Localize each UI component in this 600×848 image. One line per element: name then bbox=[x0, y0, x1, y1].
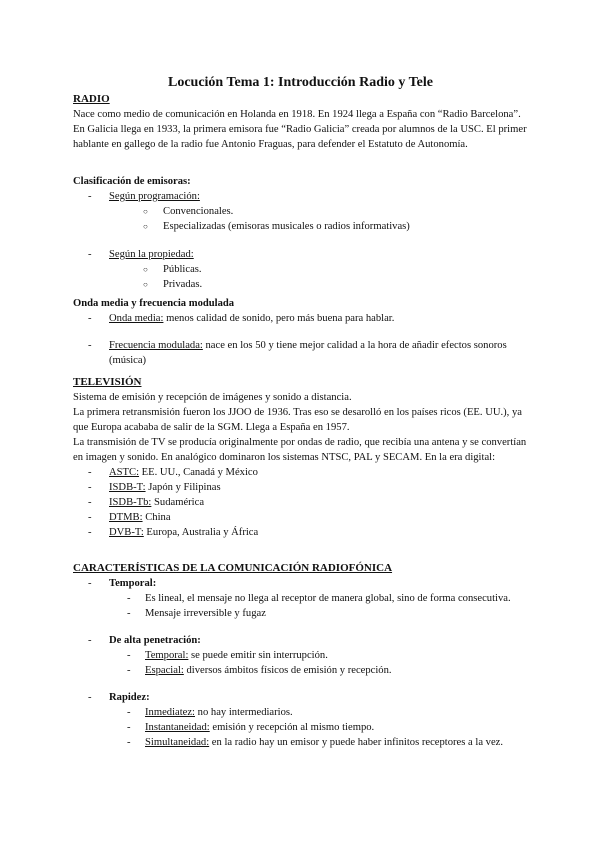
dash-marker: - bbox=[88, 340, 92, 351]
dash-marker: - bbox=[127, 722, 131, 733]
onda-media-item bbox=[73, 311, 528, 326]
list-item bbox=[73, 663, 528, 678]
dash-marker: - bbox=[88, 467, 92, 478]
tv-system-item bbox=[73, 495, 528, 510]
list-item-text: emisión y recepción al mismo tiempo. bbox=[209, 722, 375, 733]
list-item bbox=[73, 720, 528, 735]
tv-system-label: DTMB: bbox=[109, 512, 143, 523]
dash-marker: - bbox=[88, 482, 92, 493]
dash-marker: - bbox=[88, 692, 92, 703]
list-item-text: en la radio hay un emisor y puede haber infinitos receptores a la vez. bbox=[209, 737, 504, 748]
radio-section bbox=[73, 92, 528, 152]
document-title: Locución Tema 1: Introducción Radio y Tele bbox=[167, 75, 433, 90]
list-item bbox=[73, 705, 528, 720]
list-item-text: Privadas. bbox=[163, 279, 203, 290]
list-item-text: Públicas. bbox=[163, 264, 202, 275]
propiedad-label: Según la propiedad: bbox=[109, 249, 194, 260]
list-item-text: diversos ámbitos físicos de emisión y recepción. bbox=[183, 665, 392, 676]
programacion-label: Según programación: bbox=[109, 191, 200, 202]
fm-item bbox=[73, 338, 528, 368]
programacion-item bbox=[73, 189, 528, 204]
television-section bbox=[73, 375, 528, 540]
list-item-text: Mensaje irreversible y fugaz bbox=[145, 608, 266, 619]
list-item-text: se puede emitir sin interrupción. bbox=[188, 650, 328, 661]
caracteristicas-section bbox=[73, 561, 528, 750]
list-item bbox=[73, 219, 528, 234]
onda-media-text: menos calidad de sonido, pero más buena para hablar. bbox=[163, 313, 395, 324]
radio-heading: RADIO bbox=[73, 93, 110, 105]
dash-marker: - bbox=[127, 608, 131, 619]
tv-system-text: Japón y Filipinas bbox=[145, 482, 221, 493]
list-item-label: Inmediatez: bbox=[145, 707, 195, 718]
tv-system-label: DVB-T: bbox=[109, 527, 144, 538]
list-item bbox=[73, 648, 528, 663]
tv-system-item bbox=[73, 480, 528, 495]
dash-marker: - bbox=[88, 249, 92, 260]
onda-heading: Onda media y frecuencia modulada bbox=[73, 298, 235, 309]
list-item-label: Espacial: bbox=[145, 665, 184, 676]
radio-intro: Nace como medio de comunicación en Holanda en 1918. En 1924 llega a España con “Radio Barcelona”. En Galicia llega en 1933, la primera emisora fue “Radio Galicia” creada por alumnos de la USC. El primer hablante en gallego de la radio fue Antonio Fraguas, para defender el Estatuto de Autonomía. bbox=[73, 109, 527, 150]
propiedad-item bbox=[73, 247, 528, 262]
television-p2: La primera retransmisión fueron los JJOO de 1936. Tras eso se desarolló en los países ricos (EE. UU.), ya que Europa acababa de salir de la SGM. Llega a España en 1957. bbox=[73, 407, 522, 433]
tv-system-label: ISDB-T: bbox=[109, 482, 146, 493]
television-heading: TELEVISIÓN bbox=[73, 376, 142, 388]
list-item bbox=[73, 591, 528, 606]
rapidez-item bbox=[73, 690, 528, 705]
onda-section bbox=[73, 296, 528, 368]
list-item-label: Instantaneidad: bbox=[145, 722, 210, 733]
list-item bbox=[73, 277, 528, 292]
dash-marker: - bbox=[88, 578, 92, 589]
list-item-text: Convencionales. bbox=[163, 206, 234, 217]
dash-marker: - bbox=[127, 650, 131, 661]
list-item-text: Es lineal, el mensaje no llega al receptor de manera global, sino de forma consecutiva. bbox=[145, 593, 511, 604]
penetracion-item bbox=[73, 633, 528, 648]
penetracion-label: De alta penetración: bbox=[109, 635, 201, 646]
fm-label: Frecuencia modulada: bbox=[109, 340, 203, 351]
circle-bullet-icon: ○ bbox=[143, 280, 148, 289]
tv-system-text: China bbox=[142, 512, 171, 523]
list-item bbox=[73, 204, 528, 219]
dash-marker: - bbox=[88, 497, 92, 508]
tv-system-item bbox=[73, 465, 528, 480]
dash-marker: - bbox=[127, 737, 131, 748]
rapidez-label: Rapidez: bbox=[109, 692, 150, 703]
clasificacion-heading: Clasificación de emisoras: bbox=[73, 176, 191, 187]
temporal-label: Temporal: bbox=[109, 578, 157, 589]
circle-bullet-icon: ○ bbox=[143, 207, 148, 216]
list-item-text: Especializadas (emisoras musicales o radios informativas) bbox=[163, 221, 410, 232]
list-item bbox=[73, 735, 528, 750]
temporal-item bbox=[73, 576, 528, 591]
dash-marker: - bbox=[88, 191, 92, 202]
tv-system-label: ASTC: bbox=[109, 467, 140, 478]
tv-system-item bbox=[73, 525, 528, 540]
dash-marker: - bbox=[127, 707, 131, 718]
dash-marker: - bbox=[88, 527, 92, 538]
clasificacion-section bbox=[73, 174, 528, 292]
television-p1: Sistema de emisión y recepción de imágenes y sonido a distancia. bbox=[73, 392, 352, 403]
dash-marker: - bbox=[88, 635, 92, 646]
tv-system-item bbox=[73, 510, 528, 525]
dash-marker: - bbox=[88, 512, 92, 523]
tv-system-text: Sudamérica bbox=[151, 497, 205, 508]
dash-marker: - bbox=[88, 313, 92, 324]
list-item bbox=[73, 606, 528, 621]
list-item bbox=[73, 262, 528, 277]
tv-system-text: EE. UU., Canadá y México bbox=[139, 467, 258, 478]
list-item-label: Simultaneidad: bbox=[145, 737, 210, 748]
tv-system-text: Europa, Australia y África bbox=[143, 527, 259, 538]
dash-marker: - bbox=[127, 665, 131, 676]
caracteristicas-heading: CARACTERÍSTICAS DE LA COMUNICACIÓN RADIOFÓNICA bbox=[73, 562, 393, 574]
circle-bullet-icon: ○ bbox=[143, 222, 148, 231]
fm-text: nace en los 50 y tiene mejor calidad a la hora de añadir efectos sonoros (música) bbox=[109, 340, 507, 366]
list-item-text: no hay intermediarios. bbox=[195, 707, 293, 718]
television-p3: La transmisión de TV se producía originalmente por ondas de radio, que recibía una antena y se convertían en imagen y sonido. En analógico dominaron los sistemas NTSC, PAL y SECAM. En la era digital: bbox=[73, 437, 527, 463]
dash-marker: - bbox=[127, 593, 131, 604]
tv-system-label: ISDB-Tb: bbox=[109, 497, 152, 508]
circle-bullet-icon: ○ bbox=[143, 265, 148, 274]
onda-media-label: Onda media: bbox=[109, 313, 164, 324]
list-item-label: Temporal: bbox=[145, 650, 189, 661]
